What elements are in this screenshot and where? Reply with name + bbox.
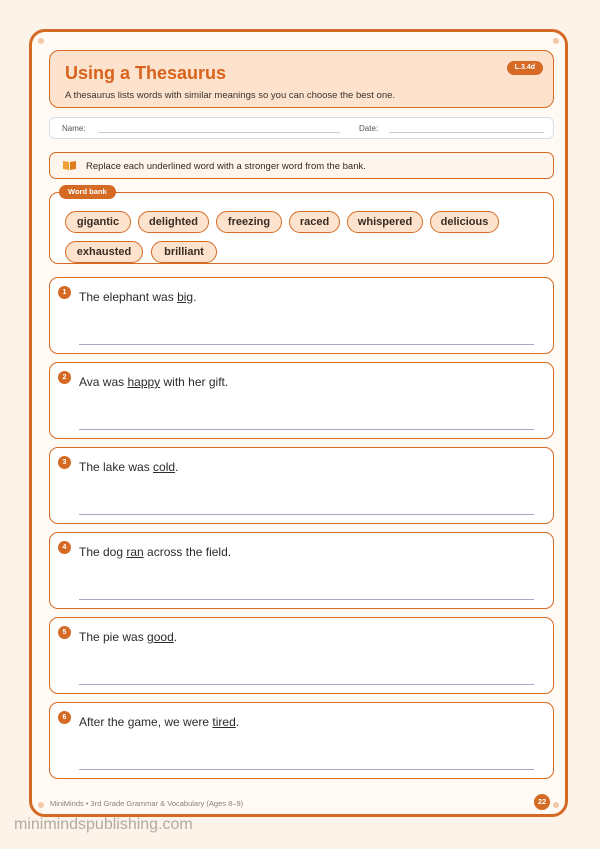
- question-card: [49, 447, 554, 524]
- question-text: Ava was happy with her gift.: [79, 375, 229, 389]
- answer-line[interactable]: [79, 514, 534, 515]
- word-chip: delicious: [430, 211, 499, 233]
- question-number: 1: [58, 286, 71, 299]
- question-number: 4: [58, 541, 71, 554]
- page-subtitle: A thesaurus lists words with similar meanings so you can choose the best one.: [65, 90, 396, 101]
- page-number-badge: 22: [534, 794, 550, 810]
- corner-dot: [38, 802, 44, 808]
- question-number: 5: [58, 626, 71, 639]
- question-text: After the game, we were tired.: [79, 715, 240, 729]
- corner-dot: [553, 38, 559, 44]
- underlined-word: good: [147, 630, 174, 644]
- answer-line[interactable]: [79, 599, 534, 600]
- publisher-watermark: minimindspublishing.com: [14, 816, 193, 833]
- worksheet-header: [49, 50, 554, 108]
- word-bank: [49, 187, 554, 264]
- book-icon: [63, 160, 76, 170]
- underlined-word: cold: [153, 460, 176, 474]
- word-chip: freezing: [216, 211, 282, 233]
- underlined-word: big: [177, 290, 194, 304]
- question-card: [49, 617, 554, 694]
- underlined-word: tired: [212, 715, 236, 729]
- question-card: [49, 702, 554, 779]
- answer-line[interactable]: [79, 344, 534, 345]
- name-label: Name:: [62, 124, 86, 133]
- answer-line[interactable]: [79, 684, 534, 685]
- answer-line[interactable]: [79, 769, 534, 770]
- question-card: [49, 277, 554, 354]
- instruction-box: [49, 152, 554, 179]
- word-bank-label: Word bank: [59, 185, 116, 199]
- question-text: The dog ran across the field.: [79, 545, 232, 559]
- question-card: [49, 532, 554, 609]
- question-number: 2: [58, 371, 71, 384]
- question-card: [49, 362, 554, 439]
- question-text: The elephant was big.: [79, 290, 197, 304]
- word-chip: raced: [289, 211, 340, 233]
- date-field[interactable]: [389, 132, 544, 133]
- instruction-text: Replace each underlined word with a stronger word from the bank.: [86, 161, 366, 172]
- page-title: Using a Thesaurus: [65, 63, 227, 83]
- worksheet-page: [29, 29, 568, 817]
- date-label: Date:: [359, 124, 379, 133]
- word-chip: delighted: [138, 211, 209, 233]
- question-number: 6: [58, 711, 71, 724]
- question-text: The lake was cold.: [79, 460, 179, 474]
- name-date-bar: [49, 117, 554, 139]
- question-number: 3: [58, 456, 71, 469]
- corner-dot: [553, 802, 559, 808]
- standard-badge: L.3.4d: [507, 61, 543, 75]
- name-field[interactable]: [98, 132, 340, 133]
- word-chip: brilliant: [151, 241, 217, 263]
- corner-dot: [38, 38, 44, 44]
- question-text: The pie was good.: [79, 630, 178, 644]
- word-chip: exhausted: [65, 241, 143, 263]
- answer-line[interactable]: [79, 429, 534, 430]
- word-chip: whispered: [347, 211, 423, 233]
- word-chip: gigantic: [65, 211, 131, 233]
- footer-text: MiniMinds • 3rd Grade Grammar & Vocabulary (Ages 8–9): [50, 799, 244, 808]
- underlined-word: happy: [127, 375, 161, 389]
- underlined-word: ran: [126, 545, 144, 559]
